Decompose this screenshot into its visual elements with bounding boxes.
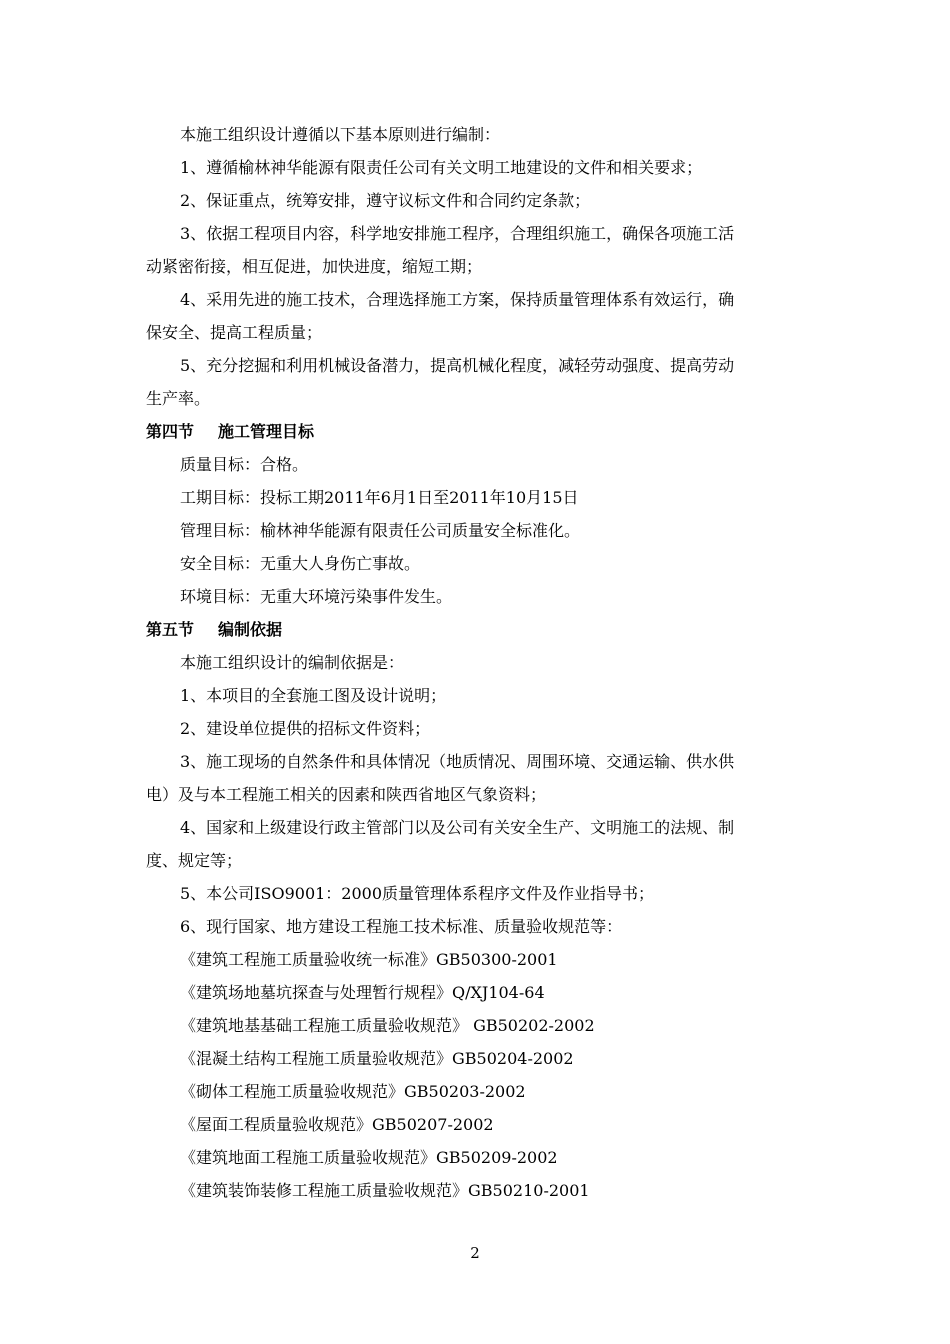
standard-item: 《混凝土结构工程施工质量验收规范》GB50204-2002 (180, 1049, 574, 1068)
section-4-heading (146, 415, 846, 448)
section-4-number: 第四节 (146, 422, 195, 441)
basis-item-4-line-1: 4、国家和上级建设行政主管部门以及公司有关安全生产、文明施工的法规、制 (180, 818, 735, 837)
standard-item: 《建筑地面工程施工质量验收规范》GB50209-2002 (180, 1148, 558, 1167)
basis-item-1: 1、本项目的全套施工图及设计说明； (180, 686, 447, 705)
standard-item: 《砌体工程施工质量验收规范》GB50203-2002 (180, 1082, 526, 1101)
section-5-heading (146, 613, 846, 646)
standard-item: 《建筑装饰装修工程施工质量验收规范》GB50210-2001 (180, 1181, 590, 1200)
section-5-number: 第五节 (146, 620, 195, 639)
principles-intro: 本施工组织设计遵循以下基本原则进行编制： (180, 125, 501, 144)
standard-item: 《建筑地基基础工程施工质量验收规范》 GB50202-2002 (180, 1016, 595, 1035)
environment-goal: 环境目标：无重大环境污染事件发生。 (180, 587, 453, 606)
section-5-title: 编制依据 (218, 620, 283, 639)
principle-item-5-line-1: 5、充分挖掘和利用机械设备潜力，提高机械化程度，减轻劳动强度、提高劳动 (180, 356, 735, 375)
management-goal: 管理目标：榆林神华能源有限责任公司质量安全标准化。 (180, 521, 581, 540)
principle-item-4-line-2: 保安全、提高工程质量； (146, 323, 323, 342)
basis-item-2: 2、建设单位提供的招标文件资料； (180, 719, 431, 738)
standard-item: 《屋面工程质量验收规范》GB50207-2002 (180, 1115, 494, 1134)
principle-item-2: 2、保证重点，统筹安排，遵守议标文件和合同约定条款； (180, 191, 591, 210)
principle-item-5-line-2: 生产率。 (146, 389, 211, 408)
basis-item-3-line-1: 3、施工现场的自然条件和具体情况（地质情况、周围环境、交通运输、供水供 (180, 752, 735, 771)
principle-item-4-line-1: 4、采用先进的施工技术，合理选择施工方案，保持质量管理体系有效运行，确 (180, 290, 735, 309)
page-body (146, 118, 846, 1207)
standard-item: 《建筑工程施工质量验收统一标准》GB50300-2001 (180, 950, 558, 969)
schedule-goal: 工期目标：投标工期2011年6月1日至2011年10月15日 (180, 488, 579, 507)
safety-goal: 安全目标：无重大人身伤亡事故。 (180, 554, 421, 573)
basis-intro: 本施工组织设计的编制依据是： (180, 653, 405, 672)
principle-item-1: 1、遵循榆林神华能源有限责任公司有关文明工地建设的文件和相关要求； (180, 158, 703, 177)
basis-item-3-line-2: 电）及与本工程施工相关的因素和陕西省地区气象资料； (146, 785, 547, 804)
section-4-title: 施工管理目标 (218, 422, 315, 441)
principle-item-3-line-2: 动紧密衔接，相互促进，加快进度，缩短工期； (146, 257, 483, 276)
standard-item: 《建筑场地墓坑探查与处理暂行规程》Q/XJ104-64 (180, 983, 545, 1002)
basis-item-4-line-2: 度、规定等； (146, 851, 243, 870)
basis-item-6: 6、现行国家、地方建设工程施工技术标准、质量验收规范等： (180, 917, 623, 936)
principle-item-3-line-1: 3、依据工程项目内容，科学地安排施工程序，合理组织施工，确保各项施工活 (180, 224, 735, 243)
page-number: 2 (470, 1244, 480, 1262)
quality-goal: 质量目标：合格。 (180, 455, 309, 474)
basis-item-5: 5、本公司ISO9001：2000质量管理体系程序文件及作业指导书； (180, 884, 655, 903)
